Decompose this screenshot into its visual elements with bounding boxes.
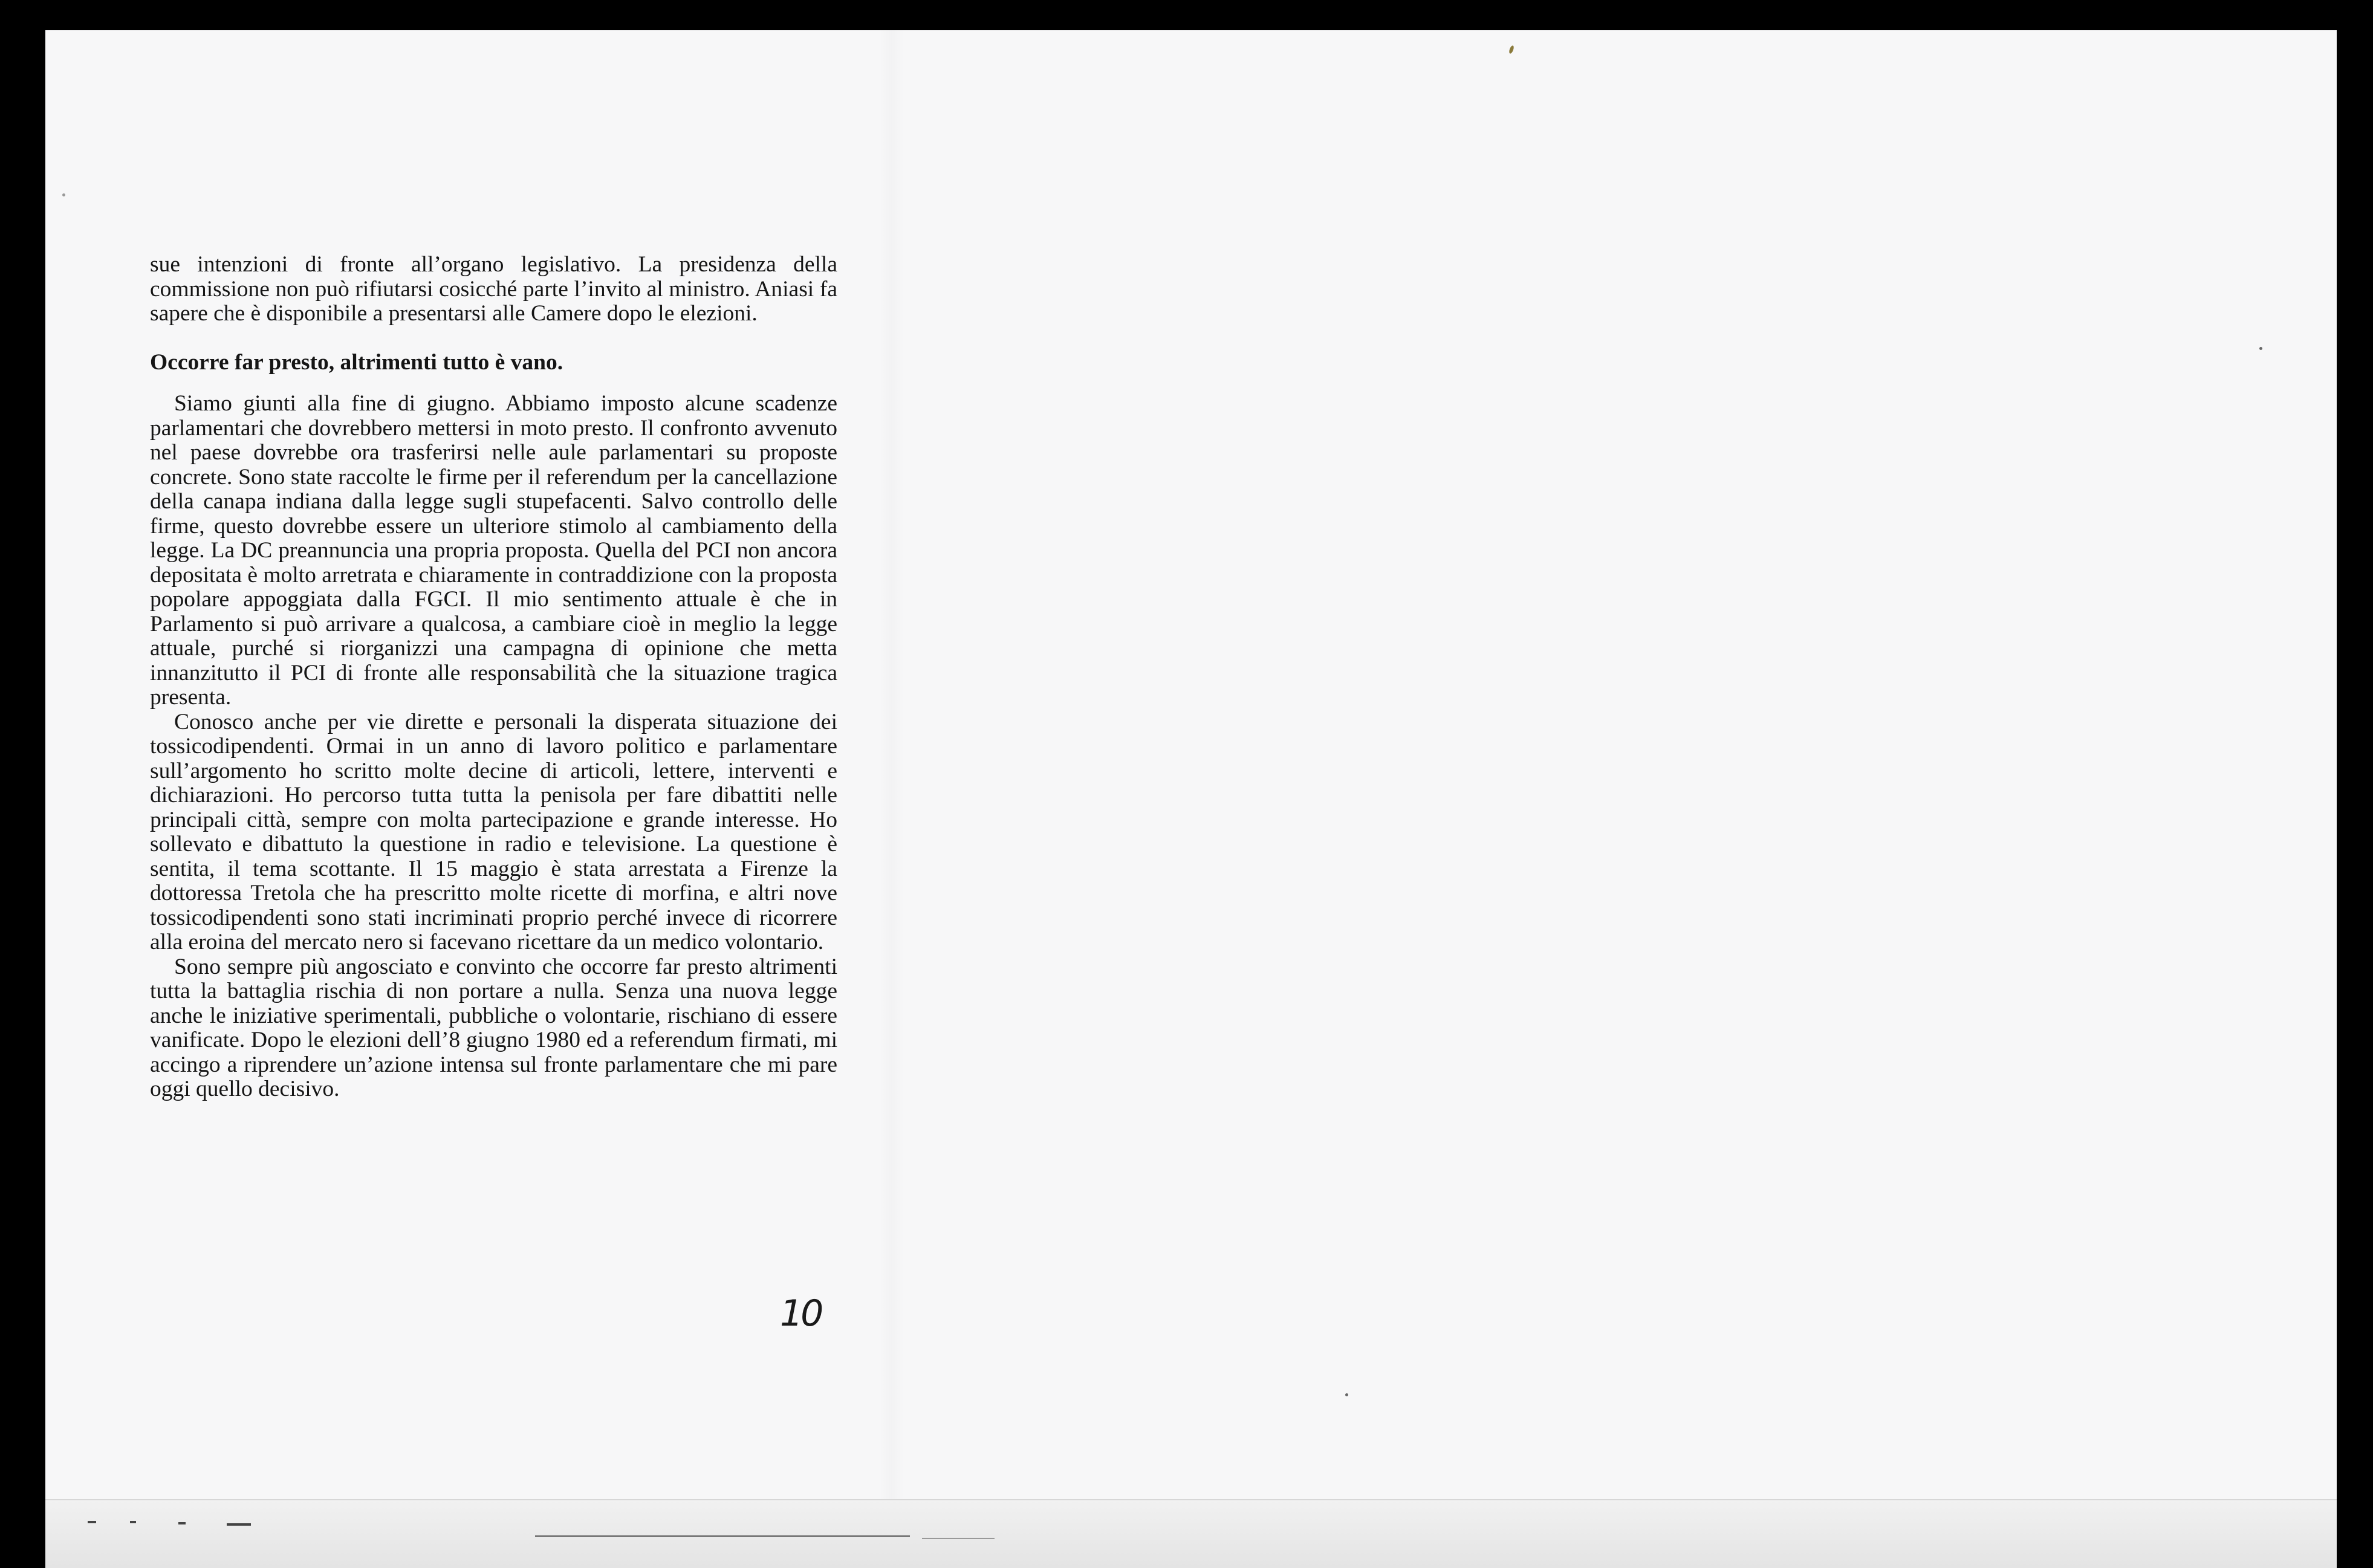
scan-speck (1508, 45, 1514, 54)
scan-mark (88, 1521, 96, 1523)
scan-mark (922, 1538, 995, 1539)
paragraph: Sono sempre più angosciato e convinto che occorre far presto altrimenti tutta la battaglia rischia di non portare a nulla. Senza una nuova legge anche le iniziative sperimentali, pubbliche o volontarie, rischiano di essere vanificate. Dopo le elezioni dell’8 giugno 1980 ed a referendum firmati, mi accingo a riprendere un’azione intensa sul fronte parlamentare che mi pare oggi quello decisivo. (150, 954, 837, 1101)
paragraph: Conosco anche per vie dirette e personali la disperata situazione dei tossicodipendenti. Ormai in un anno di lavoro politico e parlamentare sull’argomento ho scritto molte decine di articoli, lettere, interventi e dichiarazioni. Ho percorso tutta tutta la penisola per fare dibattiti nelle principali città, sempre con molta partecipazione e grande interesse. Ho sollevato e dibattuto la questione in radio e televisione. La questione è sentita, il tema scottante. Il 15 maggio è stata arrestata a Firenze la dottoressa Tretola che ha prescritto molte ricette di morfina, e altri nove tossicodipendenti sono stati incriminati proprio perché invece di ricorrere alla eroina del mercato nero si facevano ricettare da un medico volontario. (150, 709, 837, 954)
scan-mark (227, 1523, 251, 1526)
scan-mark (178, 1522, 186, 1524)
scan-speck (62, 193, 65, 196)
scan-mark (535, 1535, 910, 1537)
paragraph: sue intenzioni di fronte all’organo legislativo. La presidenza della commissione non può rifiutarsi cosicché parte l’invito al ministro. Aniasi fa sapere che è disponibile a presentarsi alle Camere dopo le elezioni. (150, 252, 837, 326)
page-number: 10 (780, 1292, 822, 1335)
page-bottom-edge (45, 1499, 2337, 1568)
article-text (150, 253, 837, 1102)
scan-speck (1345, 1393, 1348, 1396)
scan-mark (130, 1521, 136, 1523)
scan-speck (2259, 347, 2262, 350)
paragraph: Siamo giunti alla fine di giugno. Abbiamo imposto alcune scadenze parlamentari che dovrebbero mettersi in moto presto. Il confronto avvenuto nel paese dovrebbe ora trasferirsi nelle aule parlamentari su proposte concrete. Sono state raccolte le firme per il referendum per la cancellazione della canapa indiana dalla legge sugli stupefacenti. Salvo controllo delle firme, questo dovrebbe essere un ulteriore stimolo al cambiamento della legge. La DC preannuncia una propria proposta. Quella del PCI non ancora depositata è molto arretrata e chiaramente in contraddizione con la proposta popolare appoggiata dalla FGCI. Il mio sentimento attuale è che in Parlamento si può arrivare a qualcosa, a cambiare cioè in meglio la legge attuale, purché si riorganizzi una campagna di opinione che metta innanzitutto il PCI di fronte alle responsabilità che la situazione tragica presenta. (150, 391, 838, 710)
spacer (150, 375, 837, 392)
page-fold-shadow (880, 30, 904, 1499)
spacer (150, 326, 837, 351)
section-heading: Occorre far presto, altrimenti tutto è vano. (150, 349, 563, 375)
